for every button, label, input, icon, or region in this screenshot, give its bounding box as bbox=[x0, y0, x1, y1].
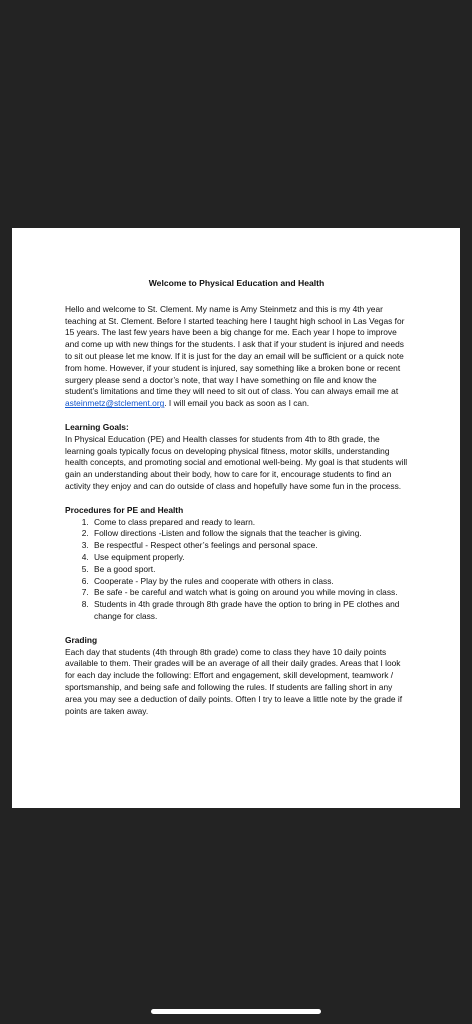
email-link[interactable]: asteinmetz@stclement.org bbox=[65, 398, 165, 409]
procedure-item: 7. Be safe - be careful and watch what is going on around you while moving in class. bbox=[91, 587, 408, 599]
document-title: Welcome to Physical Education and Health bbox=[148, 278, 325, 288]
learning-goals-heading: Learning Goals: bbox=[65, 421, 129, 432]
procedure-item: 6. Cooperate - Play by the rules and cooperate with others in class. bbox=[91, 576, 408, 588]
grading-section bbox=[65, 635, 408, 718]
learning-goals-body: In Physical Education (PE) and Health classes for students from 4th to 8th grade, the learning goals typically focus on developing physical fitness, motor skills, understanding health concepts, and promoting social and emotional well-being. My goal is that students will gain an understanding about their body, how to care for it, encourage students to find an activity they enjoy and can do outside of class and hopefully have some fun in the process. bbox=[65, 433, 408, 491]
grading-heading: Grading bbox=[65, 634, 98, 645]
document-page bbox=[12, 228, 460, 808]
procedures-heading: Procedures for PE and Health bbox=[65, 504, 184, 515]
learning-goals-section bbox=[65, 422, 408, 493]
procedures-section bbox=[65, 505, 408, 623]
intro-text-end: . I will email you back as soon as I can. bbox=[164, 398, 310, 409]
intro-text: Hello and welcome to St. Clement. My name is Amy Steinmetz and this is my 4th year teaching at St. Clement. Before I started teaching here I taught high school in Las Vegas for 15 years. The last few years have been a big change for me. Each year I hope to improve and come up with new things for the students. I ask that if your student is injured and needs to sit out please let me know. If it is just for the day an email will be sufficient or a quick note from home. However, if your student is injured, say something like a broken bone or recent surgery please send a doctor’s note, that way I have something on file and know the student’s limitations and time they will need to sit out of class. You can always email me at bbox=[65, 303, 405, 397]
home-indicator[interactable] bbox=[151, 1009, 321, 1014]
procedure-item: 2. Follow directions -Listen and follow the signals that the teacher is giving. bbox=[91, 528, 408, 540]
procedure-item: 1. Come to class prepared and ready to learn. bbox=[91, 517, 408, 529]
procedure-item: 5. Be a good sport. bbox=[91, 564, 408, 576]
procedure-item: 3. Be respectful - Respect other’s feelings and personal space. bbox=[91, 540, 408, 552]
procedure-item: 8. Students in 4th grade through 8th grade have the option to bring in PE clothes and change for class. bbox=[91, 599, 408, 623]
procedures-list bbox=[65, 517, 408, 623]
procedure-item: 4. Use equipment properly. bbox=[91, 552, 408, 564]
intro-paragraph bbox=[65, 304, 408, 410]
grading-body: Each day that students (4th through 8th grade) come to class they have 10 daily points available to them. Their grades will be an average of all their daily grades. Areas that I look for each day include the following: Effort and engagement, skill development, teamwork / sportsmanship, and being safe and following the rules. If students are falling short in any area you may see a deduction of daily points. Often I try to leave a little note by the grade if points are taken away. bbox=[65, 646, 403, 716]
